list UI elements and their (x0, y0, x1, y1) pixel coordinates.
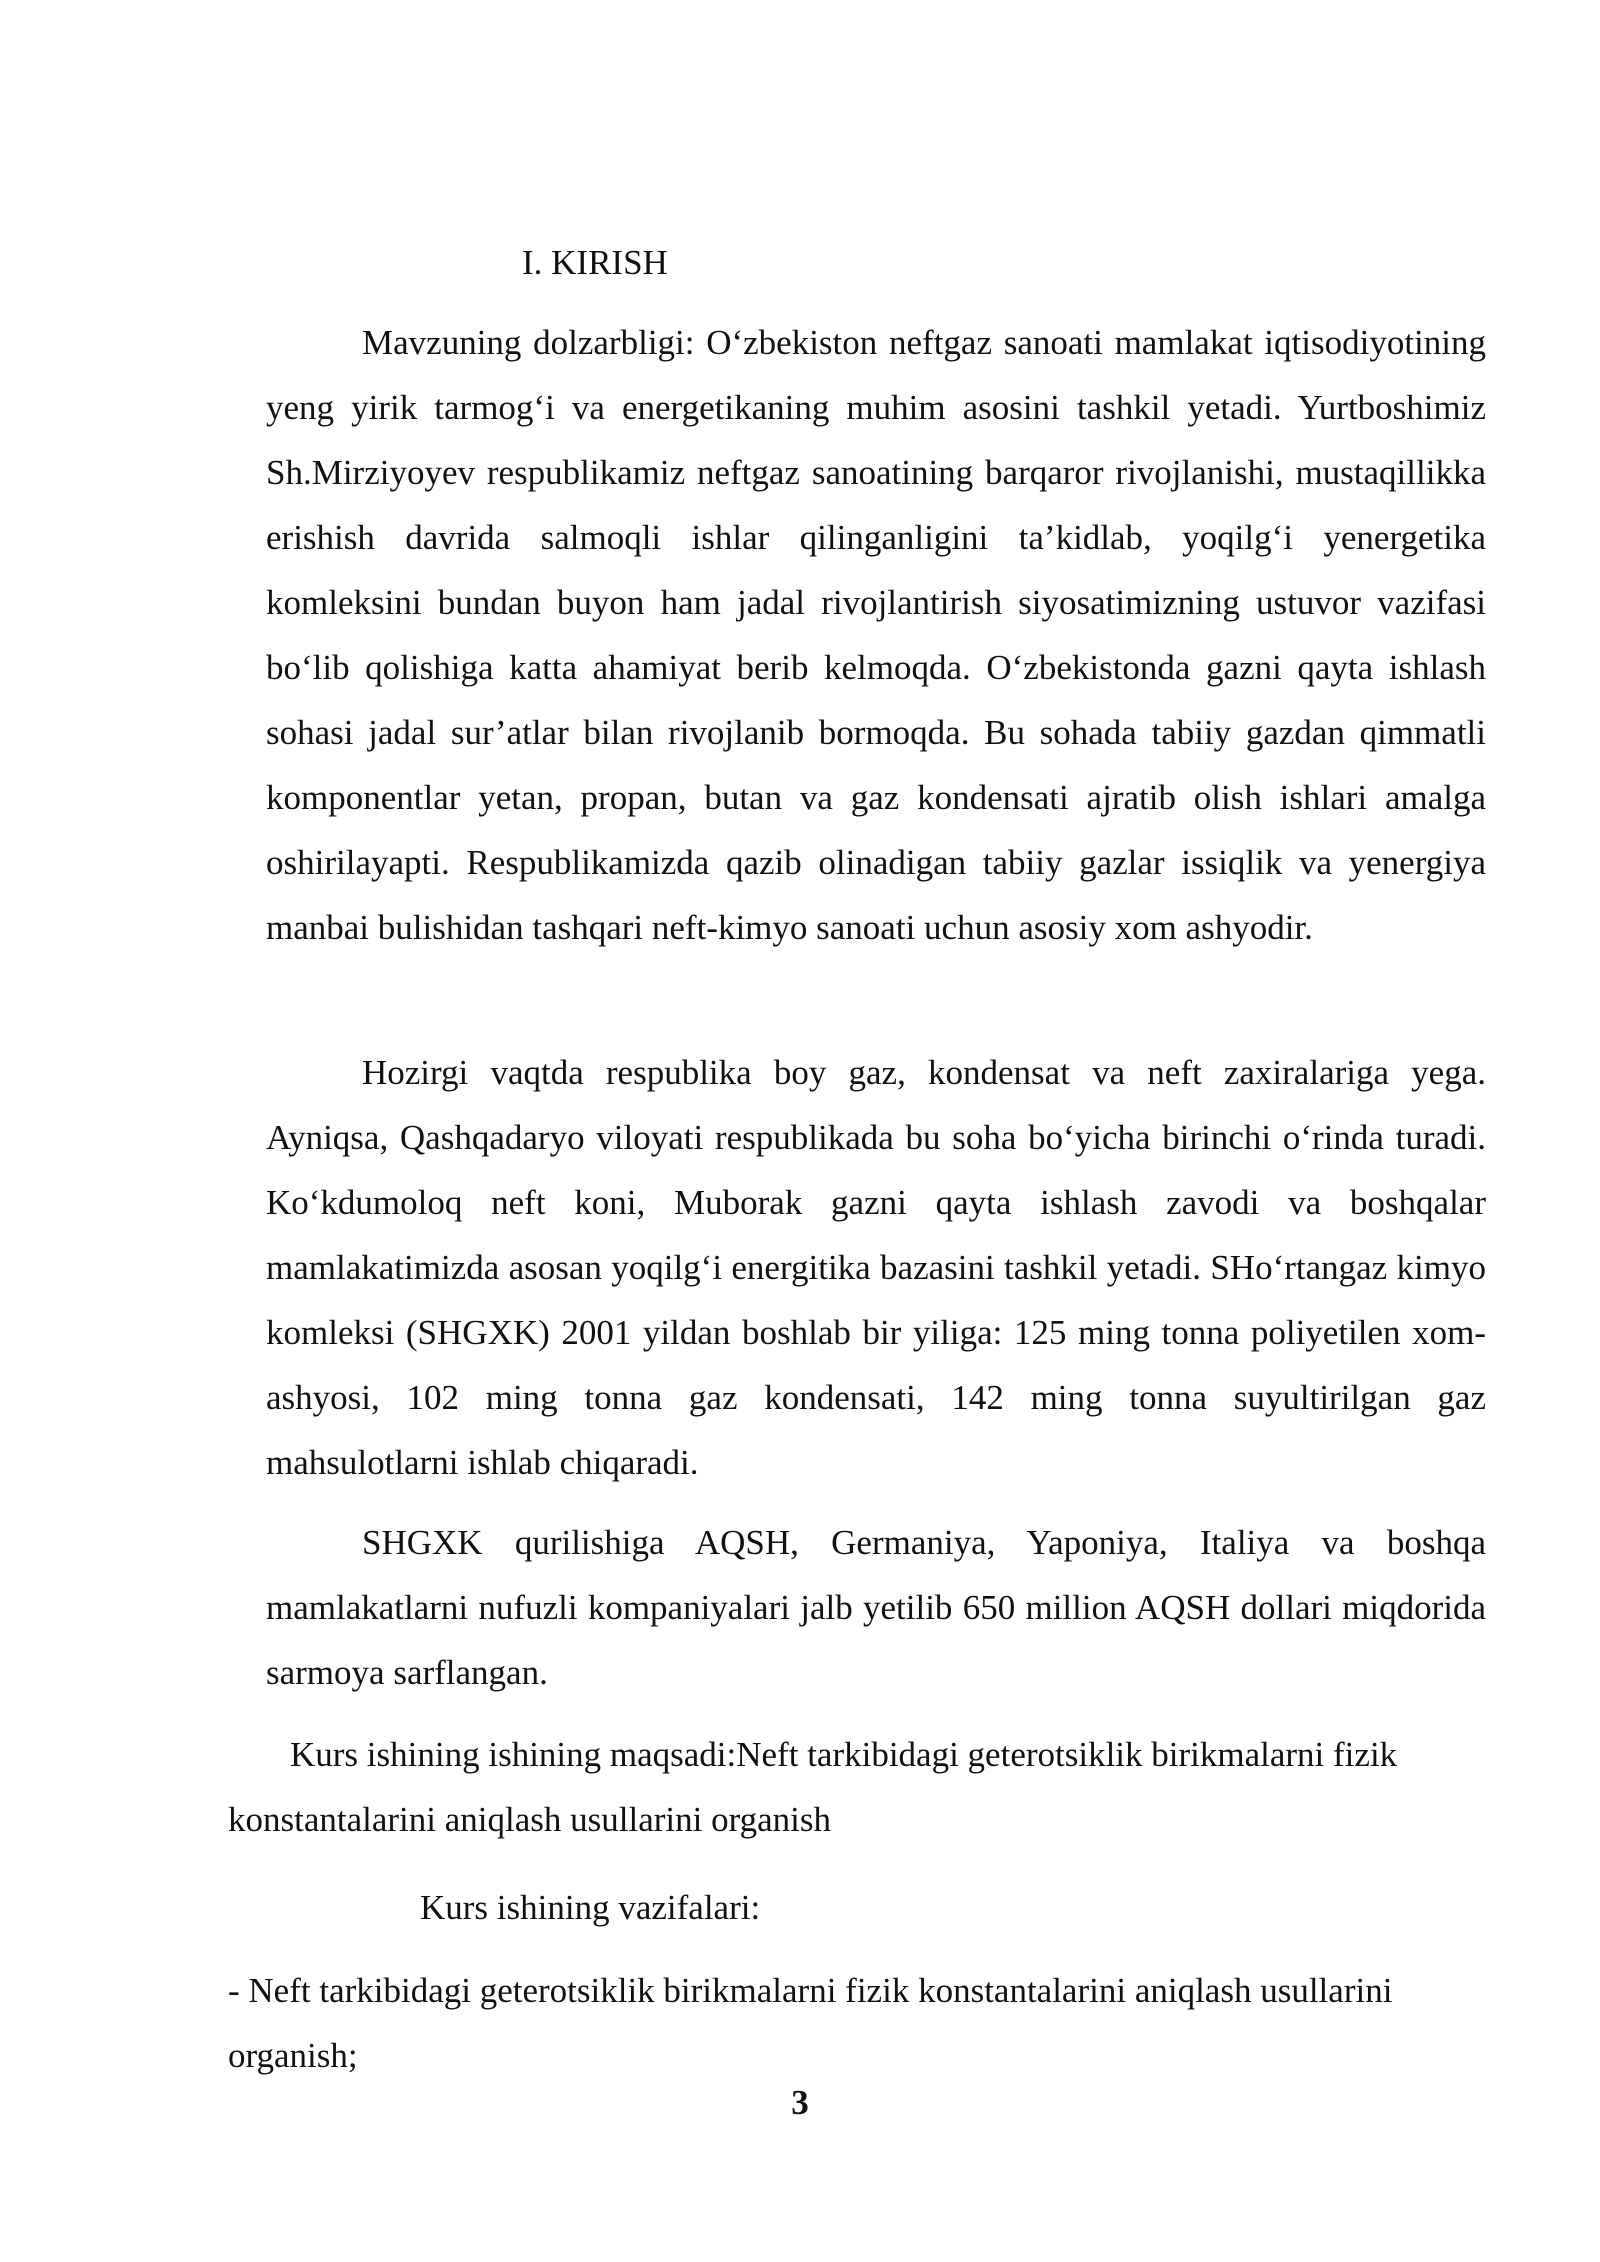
paragraph-investment: SHGXK qurilishiga AQSH, Germaniya, Yaponiya, Italiya va boshqa mamlakatlarni nufuzli kompaniyalari jalb yetilib 650 million AQSH dollari miqdorida sarmoya sarflangan. (266, 1523, 1486, 1692)
page-number: 3 (791, 2083, 809, 2122)
paragraph-relevance: Mavzuning dolzarbligi: O‘zbekiston neftgaz sanoati mamlakat iqtisodiyotining yeng yirik tarmog‘i va energetikaning muhim asosini tashkil yetadi. Yurtboshimiz Sh.Mirziyoyev respublikamiz neftgaz sanoatining barqaror rivojlanishi, mustaqillikka erishish davrida salmoqli ishlar qilinganligini ta’kidlab, yoqilg‘i yenergetika komleksini bundan buyon ham jadal rivojlantirish siyosatimizning ustuvor vazifasi bo‘lib qolishiga katta ahamiyat berib kelmoqda. O‘zbekistonda gazni qayta ishlash sohasi jadal sur’atlar bilan rivojlanib bormoqda. Bu sohada tabiiy gazdan qimmatli komponentlar yetan, propan, butan va gaz kondensati ajratib olish ishlari amalga oshirilayapti. Respublikamizda qazib olinadigan tabiiy gazlar issiqlik va yenergiya manbai bulishidan tashqari neft-kimyo sanoati uchun asosiy xom ashyodir. (266, 323, 1486, 947)
task-list-item: - Neft tarkibidagi geterotsiklik birikmalarni fizik konstantalarini aniqlash usullarini organish; (228, 1971, 1393, 2075)
section-heading: I. KIRISH (522, 243, 668, 282)
paragraph-current-state: Hozirgi vaqtda respublika boy gaz, kondensat va neft zaxiralariga yega. Ayniqsa, Qashqadaryo viloyati respublikada bu soha bo‘yicha birinchi o‘rinda turadi. Ko‘kdumoloq neft koni, Muborak gazni qayta ishlash zavodi va boshqalar mamlakatimizda asosan yoqilg‘i energitika bazasini tashkil yetadi. SHo‘rtangaz kimyo komleksi (SHGXK) 2001 yildan boshlab bir yiliga: 125 ming tonna poliyetilen xom-ashyosi, 102 ming tonna gaz kondensati, 142 ming tonna suyultirilgan gaz mahsulotlarni ishlab chiqaradi. (266, 1053, 1486, 1482)
tasks-heading: Kurs ishining vazifalari: (420, 1888, 761, 1927)
paragraph-course-goal: Kurs ishining ishining maqsadi:Neft tarkibidagi geterotsiklik birikmalarni fizik konstantalarini aniqlash usullarini organish (228, 1735, 1398, 1839)
